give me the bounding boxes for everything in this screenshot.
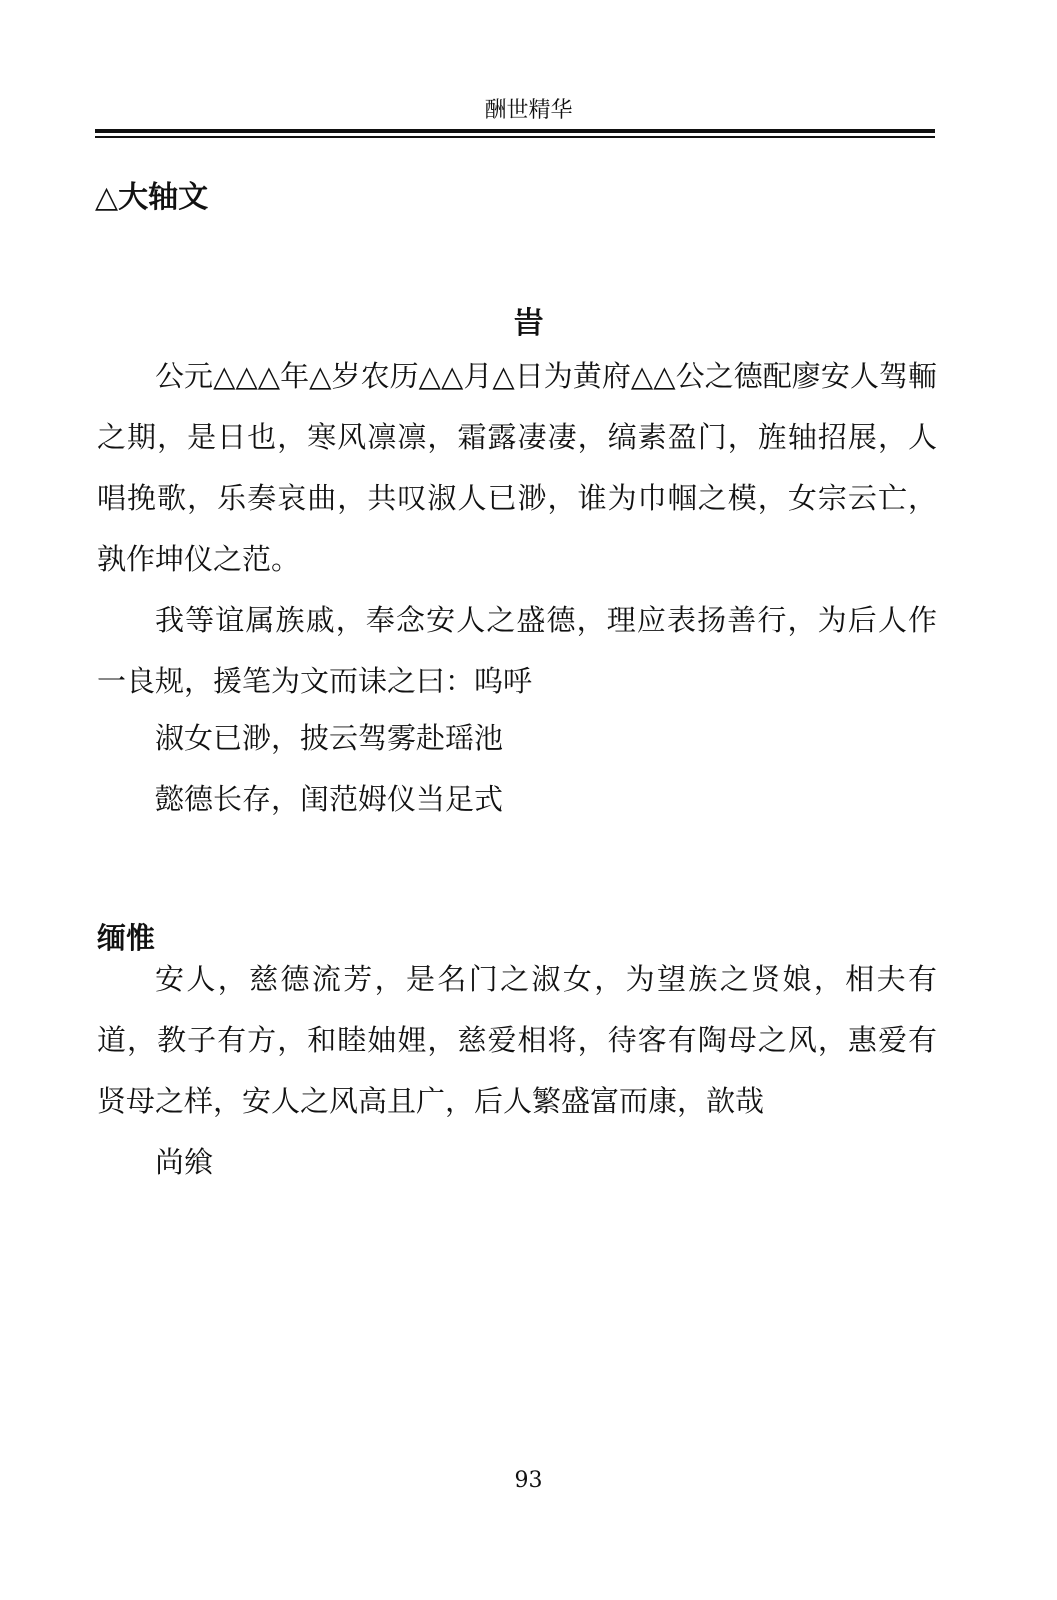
verse-line-2: 懿德长存，闺范姆仪当足式 (155, 782, 504, 816)
section-heading: △大轴文 (95, 180, 209, 215)
paragraph-2: 我等谊属族戚，奉念安人之盛德，理应表扬善行，为后人作一良规，援笔为文而诔之曰：呜呼 (97, 603, 937, 698)
closing-paragraph: 安人，慈德流芳，是名门之淑女，为望族之贤娘，相夫有道，教子有方，和睦妯娌，慈爱相将，待客有陶母之风，惠爱有贤母之样，安人之风高且广，后人繁盛富而康，歆哉 (97, 962, 937, 1118)
running-header-title: 酬世精华 (484, 98, 573, 123)
sub-heading: 缅惟 (97, 921, 156, 955)
closing-line: 尚飨 (155, 1145, 214, 1179)
center-heading: 旹 (513, 306, 544, 341)
body-paragraphs (97, 346, 937, 712)
closing-block (97, 949, 937, 1132)
verse-line-1: 淑女已渺，披云驾雾赴瑶池 (155, 721, 504, 755)
page-number: 93 (514, 1468, 543, 1493)
paragraph-1: 公元△△△年△岁农历△△月△日为黄府△△公之德配廖安人驾輀之期，是日也，寒风凛凛，霜露凄凄，缟素盈门，旌轴招展，人唱挽歌，乐奏哀曲，共叹淑人已渺，谁为巾帼之模，女宗云亡，孰作坤仪之范。 (97, 359, 937, 576)
header-double-rule (95, 129, 935, 138)
